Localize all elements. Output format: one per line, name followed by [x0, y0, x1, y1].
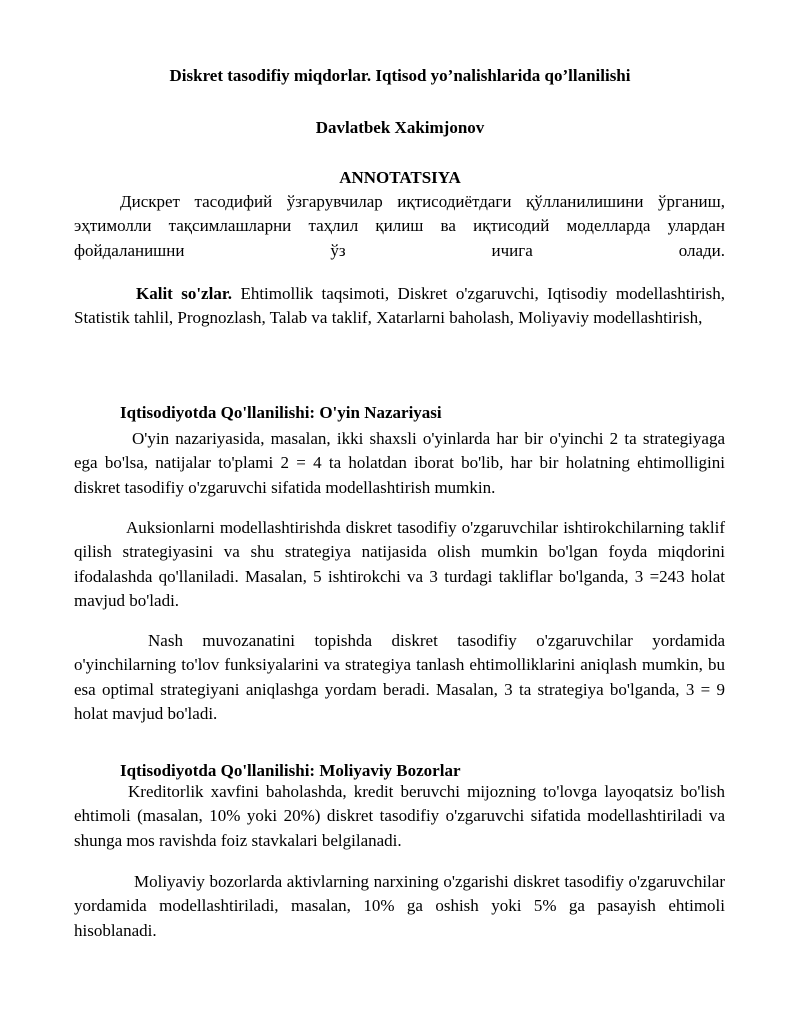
abstract-heading: ANNOTATSIYA: [339, 168, 461, 187]
abstract-text: Дискрет тасодифий ўзгарувчилар иқтисодиётдаги қўлланилишини ўрганиш, эҳтимолли тақсимлашларни таҳлил қилиш ва иқтисодий моделларда улардан фойдаланишни ўз ичига олади.: [74, 192, 725, 260]
author-name: Davlatbek Xakimjonov: [315, 118, 485, 137]
paragraph-financial-markets-2: Moliyaviy bozorlarda aktivlarning narxining o'zgarishi diskret tasodifiy o'zgaruvchilar yordamida modellashtiriladi, masalan, 10% ga oshish yoki 5% ga pasayish ehtimoli hisoblanadi.: [74, 872, 725, 940]
paragraph-game-theory-3: Nash muvozanatini topishda diskret tasodifiy o'zgaruvchilar yordamida o'yinchilarning to'lov funksiyalarini va strategiya tanlash ehtimolliklarini aniqlash mumkin, bu esa optimal strategiyani aniqlashga yordam beradi. Masalan, 3 ta strategiya bo'lganda, 3 = 9 holat mavjud bo'ladi.: [74, 631, 725, 723]
section-heading-financial-markets: Iqtisodiyotda Qo'llanilishi: Moliyaviy Bozorlar: [120, 761, 461, 780]
keywords-text: Ehtimollik taqsimoti, Diskret o'zgaruvchi, Iqtisodiy modellashtirish, Statistik tahlil, Prognozlash, Talab va taklif, Xatarlarni baholash, Moliyaviy modellashtirish,: [74, 284, 725, 328]
section-heading-game-theory: Iqtisodiyotda Qo'llanilishi: O'yin Nazariyasi: [120, 403, 442, 422]
paragraph-game-theory-1: O'yin nazariyasida, masalan, ikki shaxsli o'yinlarda har bir o'yinchi 2 ta strategiyaga ega bo'lsa, natijalar to'plami 2 = 4 ta holatdan iborat bo'lib, har bir holatning ehtimolligini diskret tasodifiy o'zgaruvchi sifatida modellashtirish mumkin.: [74, 429, 725, 497]
paragraph-financial-markets-1: Kreditorlik xavfini baholashda, kredit beruvchi mijozning to'lovga layoqatsiz bo'lish ehtimoli (masalan, 10% yoki 20%) diskret tasodifiy o'zgaruvchi sifatida modellashtiriladi va shunga mos ravishda foiz stavkalari belgilanadi.: [74, 782, 725, 850]
keywords-paragraph: [74, 282, 725, 331]
document-title: Diskret tasodifiy miqdorlar. Iqtisod yo’nalishlarida qo’llanilishi: [169, 66, 631, 85]
paragraph-game-theory-2: Auksionlarni modellashtirishda diskret tasodifiy o'zgaruvchilar ishtirokchilarning taklif qilish strategiyasini va shu strategiya natijasida olish mumkin bo'lgan foyda miqdorini ifodalashda qo'llaniladi. Masalan, 5 ishtirokchi va 3 turdagi takliflar bo'lganda, 3 =243 holat mavjud bo'ladi.: [74, 518, 725, 610]
keywords-label: Kalit so'zlar.: [136, 284, 233, 303]
